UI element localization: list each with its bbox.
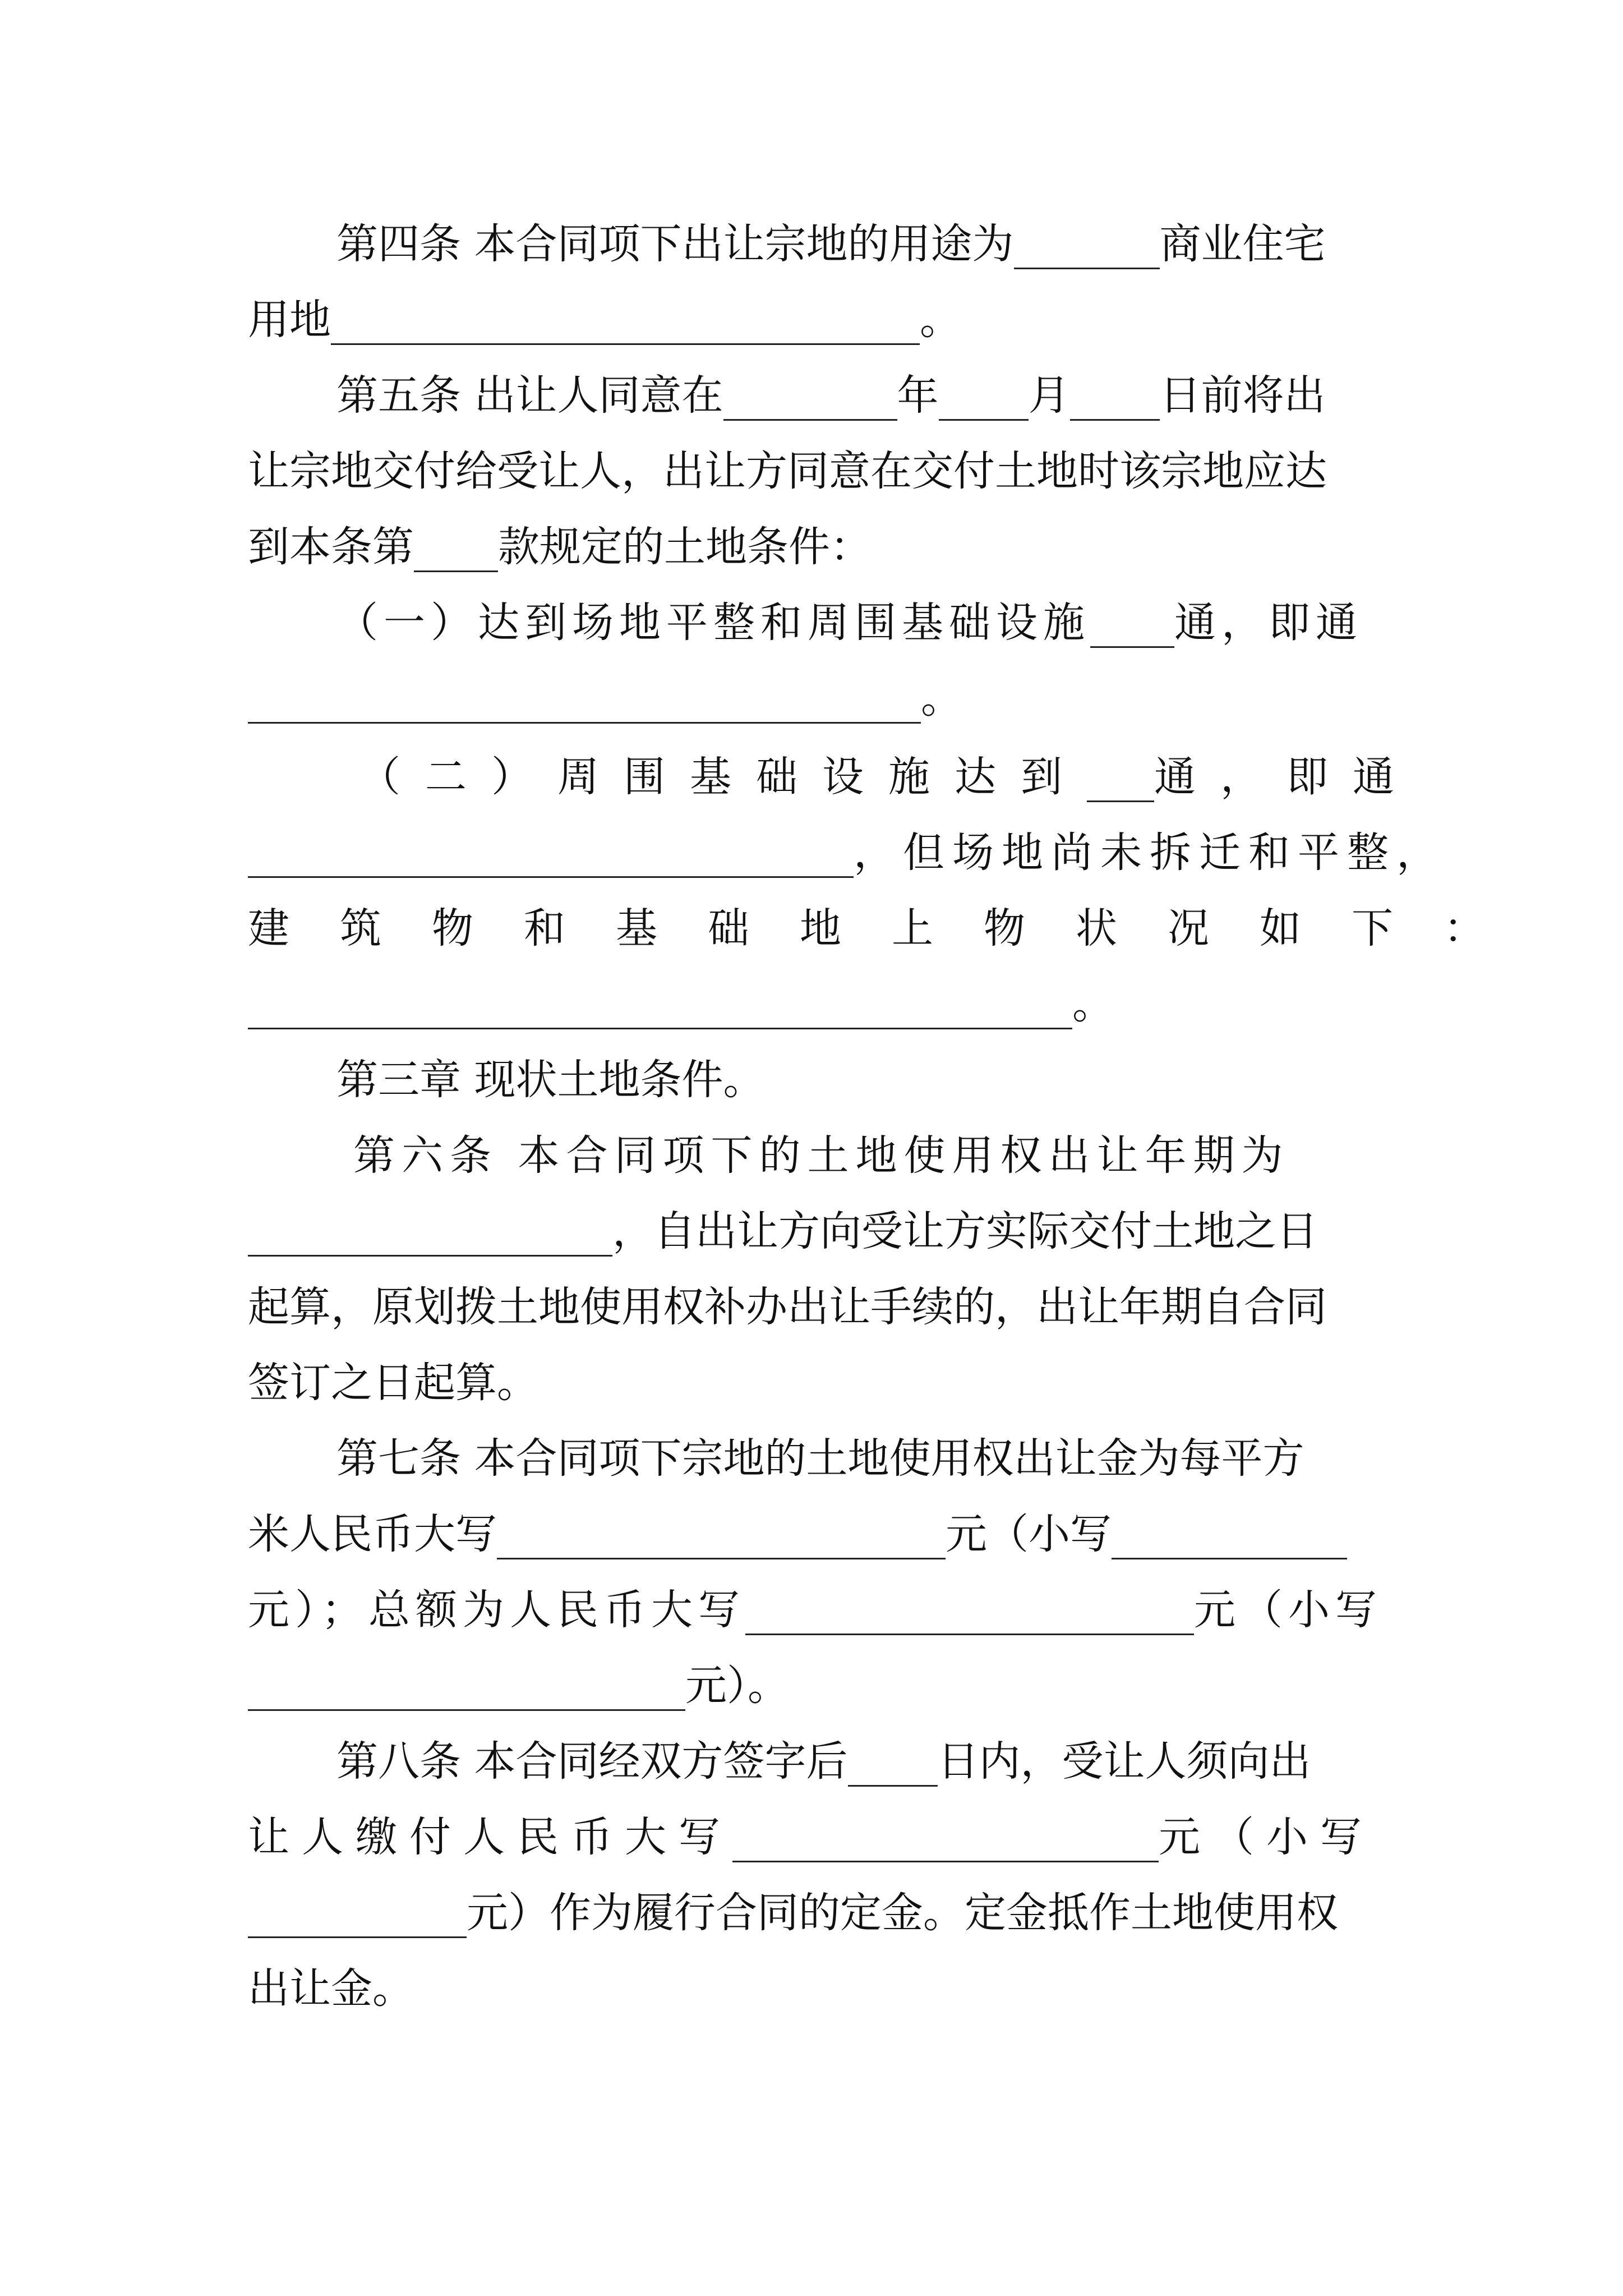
period: 。 (1072, 980, 1114, 1028)
period: 。 (921, 674, 962, 723)
article7-line3 (248, 1585, 1382, 1635)
article7-text-e: 元（小写 (1194, 1586, 1382, 1634)
blank-field (723, 380, 897, 421)
blank-field (248, 837, 854, 878)
article4-line2 (248, 295, 961, 345)
day-suffix: 日前将出 (1159, 371, 1326, 420)
clause1-line1 (336, 597, 1363, 648)
article4-line2-text: 用地 (248, 296, 331, 344)
clause1-text: （一）达到场地平整和周围基础设施 (336, 599, 1090, 647)
clause1-text-b: 通，即通 (1174, 599, 1363, 647)
clause2-line4 (248, 979, 1114, 1029)
article5-line3-a: 到本条第 (248, 523, 414, 571)
month-label: 月 (1028, 371, 1070, 420)
article5-prefix: 第五条 出让人同意在 (336, 371, 723, 420)
blank-field (414, 531, 498, 572)
blank-field (497, 1519, 946, 1559)
year-label: 年 (897, 371, 939, 420)
blank-field (248, 683, 921, 724)
clause2-line1 (359, 752, 1419, 802)
article7-line2 (248, 1509, 1347, 1559)
article7-text-b: 米人民币大写 (248, 1510, 497, 1558)
chapter3-heading: 第三章 现状土地条件。 (336, 1056, 765, 1104)
article7-text-d: 元）；总额为人民币大写 (248, 1586, 745, 1634)
clause2-text-a: （二）周围基础设施达到 (359, 753, 1087, 801)
blank-field (248, 1670, 685, 1711)
article8-line4: 出让金。 (248, 1964, 414, 2013)
article4-prefix: 第四条 本合同项下出让宗地的用途为 (336, 220, 1014, 268)
blank-field (1087, 761, 1154, 802)
article6-line3: 起算，原划拨土地使用权补办出让手续的，出让年期自合同 (248, 1283, 1327, 1331)
article7-line4 (248, 1660, 789, 1711)
blank-field (1090, 607, 1174, 648)
article8-line3 (248, 1888, 1338, 1938)
article8-line1 (336, 1736, 1311, 1787)
article8-text-a: 第八条 本合同经双方签字后 (336, 1737, 848, 1786)
clause2-line2 (248, 827, 1446, 878)
article6-line2 (248, 1206, 1318, 1257)
article5-line3-b: 款规定的土地条件： (498, 523, 872, 571)
article7-line1: 第七条 本合同项下宗地的土地使用权出让金为每平方 (336, 1434, 1304, 1483)
article8-text-b: 日内，受让人须向出 (937, 1737, 1311, 1786)
blank-field (248, 1216, 612, 1257)
blank-field (1112, 1519, 1347, 1559)
article7-text-f: 元）。 (685, 1662, 789, 1710)
article7-text-c: 元（小写 (946, 1510, 1112, 1558)
blank-field (848, 1746, 938, 1787)
clause2-line3: 建筑物和基础地上物状况如下： (248, 904, 1536, 953)
article6-line1: 第六条 本合同项下的土地使用权出让年期为 (353, 1131, 1290, 1180)
article8-text-d: 元（小写 (1159, 1813, 1374, 1861)
article4-purpose: 商业住宅 (1159, 220, 1326, 268)
article6-line4: 签订之日起算。 (248, 1359, 538, 1407)
article4-line1 (336, 219, 1326, 269)
blank-field (248, 988, 1072, 1029)
blank-field (939, 380, 1029, 421)
clause2-text-c: ，但场地尚未拆迁和平整， (854, 829, 1446, 877)
blank-field (732, 1821, 1159, 1862)
blank-field (1070, 380, 1160, 421)
period: 。 (920, 296, 961, 344)
clause1-line2 (248, 673, 962, 724)
article8-line2 (248, 1812, 1374, 1862)
clause2-text-b: 通，即通 (1154, 753, 1419, 801)
article6-text-b: ，自出让方向受让方实际交付土地之日 (612, 1207, 1318, 1255)
article5-line3 (248, 522, 872, 572)
article8-text-e: 元）作为履行合同的定金。定金抵作土地使用权 (467, 1889, 1338, 1937)
blank-field (1014, 228, 1160, 269)
blank-field (248, 1897, 467, 1938)
article5-line1 (336, 370, 1326, 421)
article5-line2: 让宗地交付给受让人，出让方同意在交付土地时该宗地应达 (248, 447, 1327, 495)
article8-text-c: 让人缴付人民币大写 (248, 1813, 732, 1861)
blank-field (331, 304, 920, 345)
blank-field (745, 1594, 1194, 1635)
